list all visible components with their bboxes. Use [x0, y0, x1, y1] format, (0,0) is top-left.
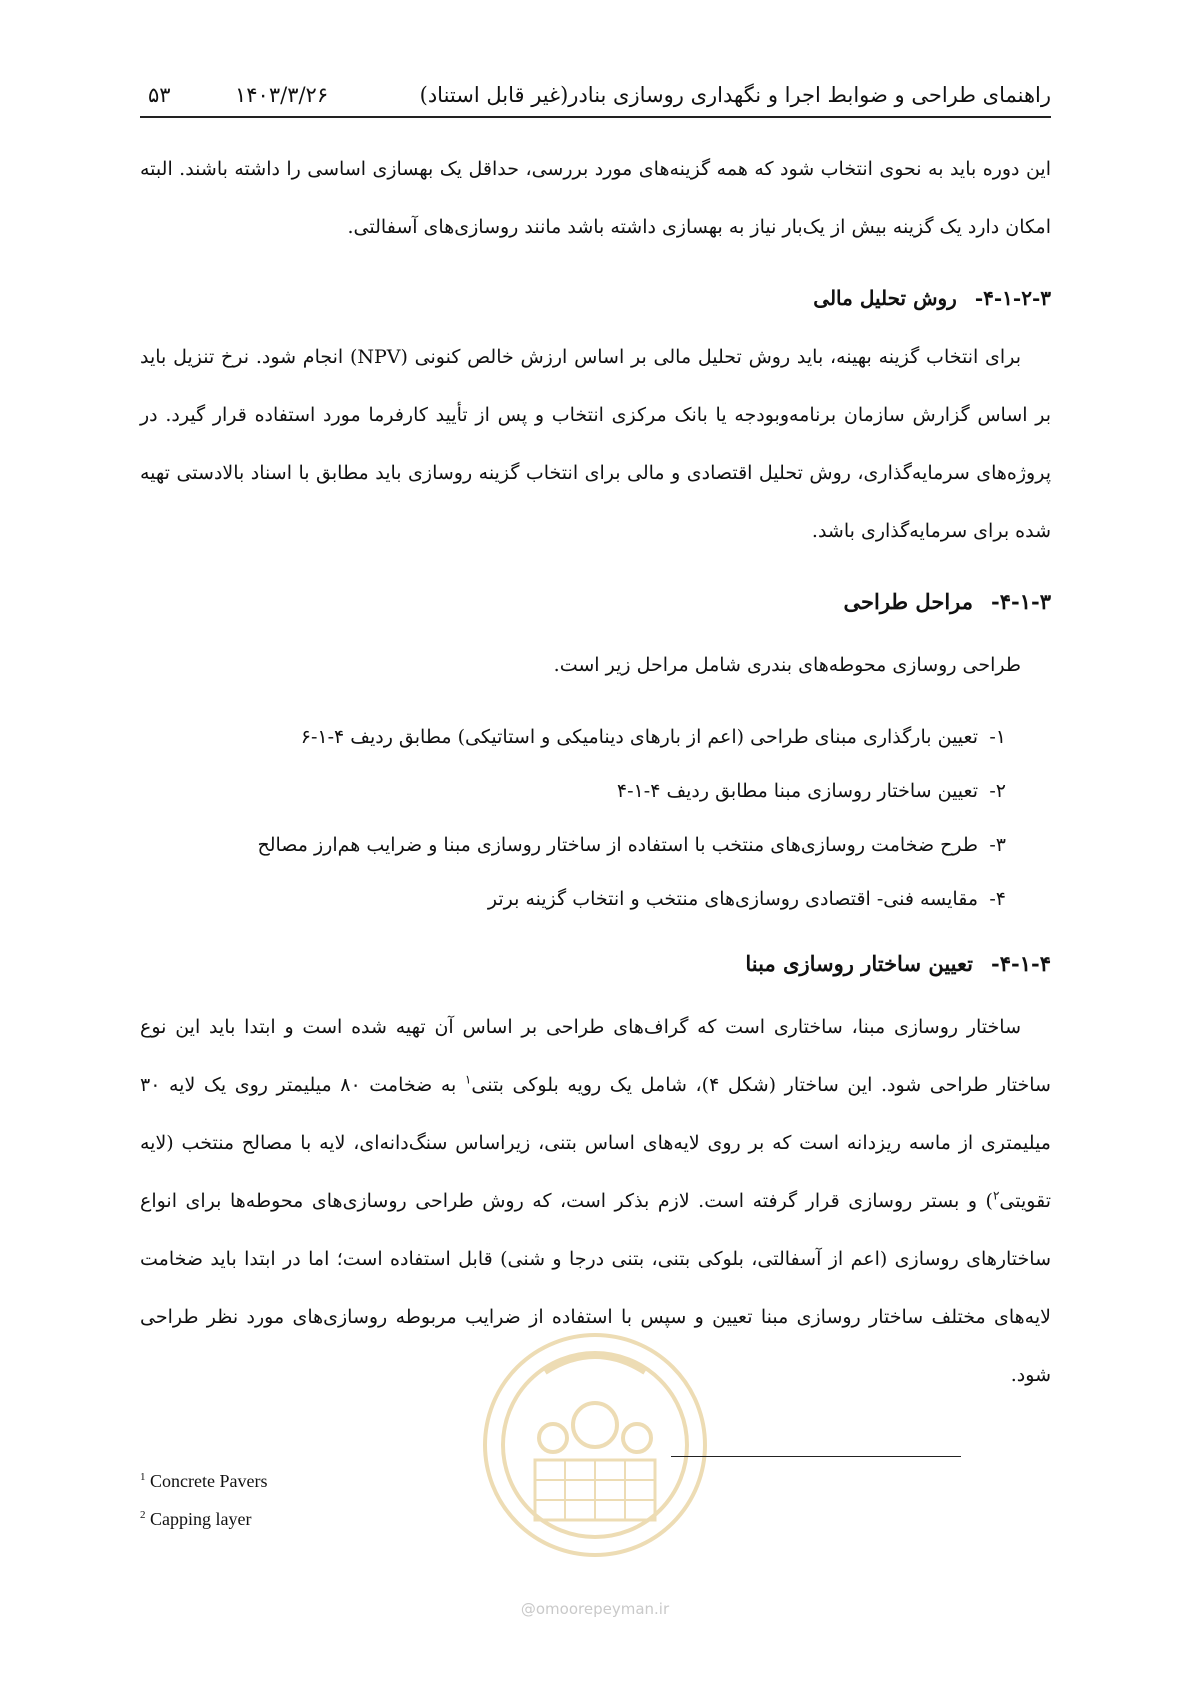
list-item [140, 764, 1051, 818]
list-item [140, 710, 1051, 764]
watermark-seal-icon [465, 1310, 725, 1570]
header-date: ۱۴۰۳/۳/۲۶ [235, 83, 329, 107]
page-number: ۵۳ [148, 83, 171, 107]
footnote-ref-1: ۱ [464, 1072, 472, 1087]
design-intro: طراحی روسازی محوطه‌های بندری شامل مراحل زیر است. [553, 654, 1021, 676]
page-content [140, 140, 1051, 1404]
list-item-text: تعیین ساختار روسازی مبنا مطابق ردیف ۴-۱-۴ [616, 780, 978, 802]
section-number: ۴-۱-۲-۳- [974, 286, 1051, 310]
footnote-text: Capping layer [150, 1509, 252, 1529]
list-item-text: طرح ضخامت روسازی‌های منتخب با استفاده از ساختار روسازی مبنا و ضرایب هم‌ارز مصالح [257, 834, 978, 856]
section-heading-structure [140, 944, 1051, 984]
footnote-ref-2: ۲ [992, 1188, 1000, 1203]
list-item [140, 872, 1051, 926]
structure-text-a: ساختار روسازی مبنا، ساختاری است که گراف‌های طراحی بر اساس آن تهیه شده است و ابتدا باید این نوع ساختار طراحی شود. این ساختار (شکل ۴)، شامل یک رویه بلوکی بتنی [140, 1016, 1051, 1096]
list-item-number: ۱- [989, 726, 1006, 748]
footnote-number: 2 [140, 1509, 146, 1521]
section-title: مراحل طراحی [843, 589, 973, 614]
section-title: تعیین ساختار روسازی مبنا [745, 951, 973, 976]
footnote-text: Concrete Pavers [150, 1471, 268, 1491]
intro-paragraph: این دوره باید به نحوی انتخاب شود که همه گزینه‌های مورد بررسی، حداقل یک بهسازی اساسی را داشته باشند. البته امکان دارد یک گزینه بیش از یک‌بار نیاز به بهسازی داشته باشد مانند روسازی‌های آسفالتی. [140, 158, 1051, 238]
watermark-site-text: @omoorepeyman.ir [520, 1600, 670, 1618]
section-heading-financial [140, 278, 1051, 318]
list-item-number: ۳- [989, 834, 1006, 856]
structure-text-b: به ضخامت ۸۰ میلیمتر روی یک لایه ۳۰ میلیمتری از ماسه ریزدانه است که بر روی لایه‌های اساس بتنی، زیراساس سنگ‌دانه‌ای، لایه با مصالح منتخب (لایه تقویتی [140, 1074, 1051, 1212]
list-item [140, 818, 1051, 872]
section-heading-design [140, 582, 1051, 622]
footnote-divider [671, 1456, 961, 1457]
footnotes [140, 1462, 267, 1538]
section-number: ۴-۱-۳- [991, 589, 1051, 614]
list-item-number: ۲- [989, 780, 1006, 802]
design-steps-list [140, 710, 1051, 926]
structure-text-c: ) و بستر روسازی قرار گرفته است. لازم بذکر است، که روش طراحی روسازی‌های محوطه‌ها برای انواع ساختارهای روسازی (اعم از آسفالتی، بلوکی بتنی، بتنی درجا و شنی) قابل استفاده است؛ اما در ابتدا باید ضخامت لایه‌های مختلف ساختار روسازی مبنا تعیین و سپس با استفاده از ضرایب مربوطه روسازی‌های مورد نظر طراحی شود. [140, 1190, 1051, 1386]
financial-paragraph: برای انتخاب گزینه بهینه، باید روش تحلیل مالی بر اساس ارزش خالص کنونی (NPV) انجام شود. نرخ تنزیل باید بر اساس گزارش سازمان برنامه‌وبودجه یا بانک مرکزی انتخاب و پس از تأیید کارفرما مورد استفاده قرار گیرد. در پروژه‌های سرمایه‌گذاری، روش تحلیل اقتصادی و مالی برای انتخاب گزینه روسازی باید مطابق با اسناد بالادستی تهیه شده برای سرمایه‌گذاری باشد. [140, 346, 1051, 542]
header-title: راهنمای طراحی و ضوابط اجرا و نگهداری روسازی بنادر(غیر قابل استناد) [419, 83, 1051, 107]
header-divider [140, 116, 1051, 118]
footnote [140, 1462, 267, 1500]
page-header [140, 78, 1051, 112]
list-item-text: مقایسه فنی- اقتصادی روسازی‌های منتخب و انتخاب گزینه برتر [487, 888, 978, 910]
list-item-text: تعیین بارگذاری مبنای طراحی (اعم از بارهای دینامیکی و استاتیکی) مطابق ردیف ۴-۱-۶ [300, 726, 978, 748]
footnote [140, 1500, 267, 1538]
list-item-number: ۴- [989, 888, 1006, 910]
section-number: ۴-۱-۴- [991, 951, 1051, 976]
footnote-number: 1 [140, 1471, 146, 1483]
section-title: روش تحلیل مالی [813, 286, 957, 310]
